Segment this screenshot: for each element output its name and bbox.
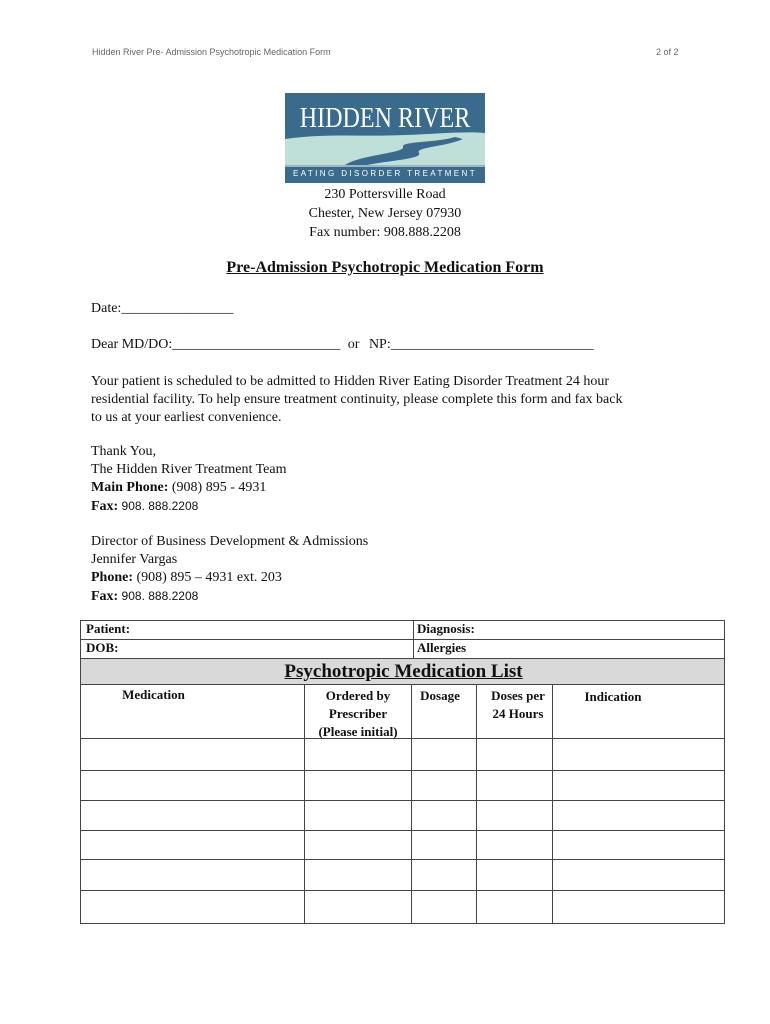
date-field[interactable]: Date:________________ <box>91 301 234 316</box>
col-medication: Medication <box>122 687 185 702</box>
col-dosage: Dosage <box>420 688 460 703</box>
table-row[interactable] <box>81 739 724 770</box>
dear-md-input[interactable]: Dear MD/DO:________________________ <box>91 337 341 352</box>
intro-line2: residential facility. To help ensure treatment continuity, please complete this form and fax back <box>91 392 623 407</box>
table-row[interactable] <box>81 860 724 890</box>
intro-line3: to us at your earliest convenience. <box>91 410 282 425</box>
table-row[interactable] <box>81 771 724 800</box>
dob-label: DOB: <box>86 640 119 655</box>
intro-line1: Your patient is scheduled to be admitted to Hidden River Eating Disorder Treatment 24 hour <box>91 374 610 389</box>
or-label: or <box>347 337 360 352</box>
col-doses-line1: Doses per <box>491 688 545 703</box>
main-phone-value: (908) 895 - 4931 <box>168 480 267 495</box>
logo-name: HIDDEN RIVER <box>299 103 471 134</box>
col-indication: Indication <box>584 689 642 704</box>
director-title: Director of Business Development & Admissions <box>91 534 369 549</box>
med-list-title: Psychotropic Medication List <box>284 661 523 682</box>
team-text: The Hidden River Treatment Team <box>91 462 287 477</box>
address-line1: 230 Pottersville Road <box>324 187 446 202</box>
table-row[interactable] <box>81 801 724 830</box>
diagnosis-label: Diagnosis: <box>417 621 475 636</box>
director-fax-value: 908. 888.2208 <box>118 589 199 603</box>
np-input[interactable]: NP:_____________________________ <box>368 337 594 352</box>
logo-subtitle: EATING DISORDER TREATMENT <box>292 169 477 178</box>
thanks-text: Thank You, <box>91 444 156 459</box>
col-ordered-line2: Prescriber <box>328 706 388 721</box>
allergies-label: Allergies <box>417 640 467 655</box>
fax-value: 908. 888.2208 <box>118 499 199 513</box>
patient-label: Patient: <box>86 621 131 636</box>
col-ordered-line1: Ordered by <box>325 688 391 703</box>
col-ordered-by <box>305 687 411 741</box>
director-name: Jennifer Vargas <box>91 552 178 567</box>
address-line3: Fax number: 908.888.2208 <box>309 225 461 240</box>
col-doses-per-24h <box>477 687 559 723</box>
director-fax-label: Fax: <box>91 589 119 604</box>
table-row[interactable] <box>81 831 724 859</box>
main-phone-label: Main Phone: <box>91 480 169 495</box>
col-ordered-line3: (Please initial) <box>318 724 398 739</box>
address-line2: Chester, New Jersey 07930 <box>308 206 462 221</box>
form-title: Pre-Admission Psychotropic Medication Form <box>226 259 544 276</box>
page-header-label: Hidden River Pre- Admission Psychotropic Medication Form <box>92 47 331 57</box>
director-phone-label: Phone: <box>91 570 133 585</box>
page-number: 2 of 2 <box>656 47 679 57</box>
director-phone-value: (908) 895 – 4931 ext. 203 <box>133 570 282 585</box>
fax-label: Fax: <box>91 499 119 514</box>
col-doses-line2: 24 Hours <box>492 706 544 721</box>
table-row[interactable] <box>81 891 724 923</box>
